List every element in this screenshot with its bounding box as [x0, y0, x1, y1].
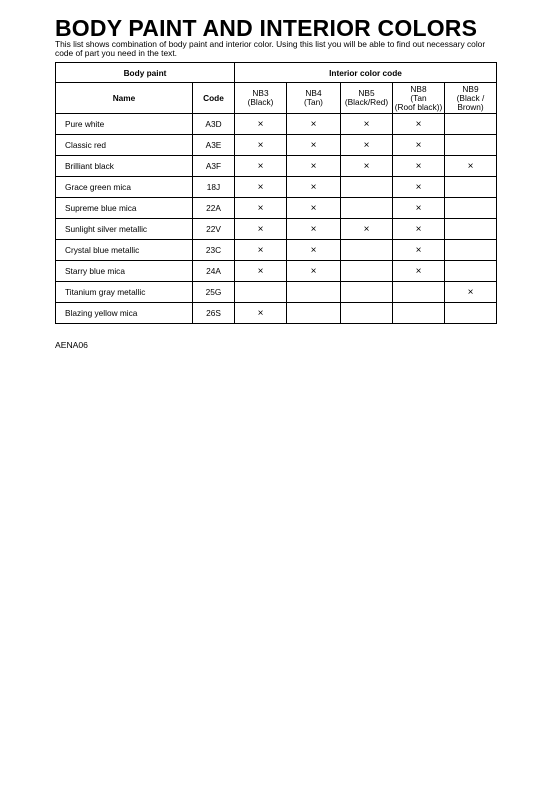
x-mark-icon: × [257, 223, 264, 235]
x-mark-icon: × [257, 307, 264, 319]
interior-match-cell [235, 114, 287, 135]
interior-match-cell [341, 114, 393, 135]
interior-match-cell [341, 303, 393, 324]
x-mark-icon: × [363, 160, 370, 172]
table-row [56, 219, 497, 240]
interior-code-nb5 [341, 83, 393, 114]
interior-match-cell [393, 282, 445, 303]
interior-match-cell [445, 219, 497, 240]
paint-name-cell: Pure white [56, 114, 193, 135]
interior-code-line: (Tan [410, 92, 427, 103]
x-mark-icon: × [310, 139, 317, 151]
interior-match-cell [235, 219, 287, 240]
x-mark-icon: × [257, 244, 264, 256]
interior-code-nb9 [445, 83, 497, 114]
table-row [56, 114, 497, 135]
interior-match-cell [287, 240, 341, 261]
interior-match-cell [445, 303, 497, 324]
x-mark-icon: × [257, 139, 264, 151]
x-mark-icon: × [310, 202, 317, 214]
interior-code-line: (Roof black)) [394, 101, 443, 112]
paint-name-cell: Titanium gray metallic [56, 282, 193, 303]
interior-match-cell [393, 198, 445, 219]
paint-name-cell: Sunlight silver metallic [56, 219, 193, 240]
interior-match-cell [445, 135, 497, 156]
interior-code-line: (Black) [247, 97, 274, 107]
interior-match-cell [393, 303, 445, 324]
interior-match-cell [287, 261, 341, 282]
interior-match-cell [235, 303, 287, 324]
table-row [56, 282, 497, 303]
interior-match-cell [235, 240, 287, 261]
interior-match-cell [445, 240, 497, 261]
interior-match-cell [341, 177, 393, 198]
table-row [56, 303, 497, 324]
interior-match-cell [287, 198, 341, 219]
interior-code-line: NB4 [305, 88, 322, 98]
x-mark-icon: × [257, 160, 264, 172]
interior-code-line: NB9 [462, 83, 479, 94]
paint-code-cell: 24A [193, 261, 235, 282]
interior-match-cell [445, 198, 497, 219]
x-mark-icon: × [363, 118, 370, 130]
interior-match-cell [235, 198, 287, 219]
paint-name-cell: Blazing yellow mica [56, 303, 193, 324]
interior-match-cell [393, 156, 445, 177]
x-mark-icon: × [415, 202, 422, 214]
interior-code-line: (Black/Red) [344, 97, 389, 107]
x-mark-icon: × [415, 118, 422, 130]
x-mark-icon: × [257, 202, 264, 214]
paint-name-cell: Supreme blue mica [56, 198, 193, 219]
interior-code-line: (Black / [456, 92, 485, 103]
x-mark-icon: × [415, 160, 422, 172]
interior-match-cell [287, 303, 341, 324]
interior-match-cell [235, 282, 287, 303]
interior-match-cell [235, 135, 287, 156]
paint-code-cell: 22A [193, 198, 235, 219]
interior-code-line: NB3 [252, 88, 269, 98]
paint-name-cell: Starry blue mica [56, 261, 193, 282]
paint-code-cell: 25G [193, 282, 235, 303]
interior-code-nb3 [235, 83, 287, 114]
interior-match-cell [393, 177, 445, 198]
interior-code-nb4 [287, 83, 341, 114]
interior-match-cell [341, 219, 393, 240]
interior-match-cell [341, 198, 393, 219]
interior-match-cell [445, 282, 497, 303]
x-mark-icon: × [467, 286, 474, 298]
table-row [56, 240, 497, 261]
x-mark-icon: × [415, 139, 422, 151]
table-row [56, 135, 497, 156]
x-mark-icon: × [310, 244, 317, 256]
interior-match-cell [393, 135, 445, 156]
name-column-header: Name [56, 83, 193, 114]
x-mark-icon: × [257, 181, 264, 193]
color-table-body [56, 114, 497, 324]
paint-code-cell: 18J [193, 177, 235, 198]
paint-name-cell: Brilliant black [56, 156, 193, 177]
intro-text: This list shows combination of body paint and interior color. Using this list you will be able to find out necessary color code of part you need in the text. [55, 39, 486, 59]
x-mark-icon: × [310, 118, 317, 130]
interior-match-cell [341, 240, 393, 261]
paint-code-cell: 23C [193, 240, 235, 261]
interior-match-cell [287, 177, 341, 198]
interior-match-cell [235, 261, 287, 282]
interior-code-line: NB8 [410, 83, 427, 94]
x-mark-icon: × [310, 223, 317, 235]
x-mark-icon: × [415, 265, 422, 277]
interior-match-cell [341, 135, 393, 156]
x-mark-icon: × [310, 265, 317, 277]
page-title: BODY PAINT AND INTERIOR COLORS [55, 15, 478, 41]
paint-name-cell: Classic red [56, 135, 193, 156]
interior-match-cell [393, 261, 445, 282]
x-mark-icon: × [363, 223, 370, 235]
x-mark-icon: × [257, 265, 264, 277]
table-row [56, 156, 497, 177]
interior-match-cell [393, 114, 445, 135]
interior-match-cell [445, 156, 497, 177]
paint-code-cell: A3D [193, 114, 235, 135]
document-code: AENA06 [55, 340, 88, 350]
x-mark-icon: × [310, 181, 317, 193]
paint-code-cell: 22V [193, 219, 235, 240]
paint-name-cell: Crystal blue metallic [56, 240, 193, 261]
interior-match-cell [445, 114, 497, 135]
x-mark-icon: × [415, 181, 422, 193]
interior-color-header: Interior color code [235, 63, 497, 83]
x-mark-icon: × [415, 223, 422, 235]
interior-match-cell [235, 177, 287, 198]
interior-match-cell [341, 156, 393, 177]
interior-match-cell [287, 156, 341, 177]
interior-match-cell [287, 219, 341, 240]
interior-code-line: Brown) [457, 101, 484, 112]
interior-match-cell [235, 156, 287, 177]
interior-match-cell [341, 261, 393, 282]
color-table [55, 62, 497, 324]
x-mark-icon: × [415, 244, 422, 256]
interior-match-cell [341, 282, 393, 303]
x-mark-icon: × [257, 118, 264, 130]
interior-match-cell [287, 282, 341, 303]
interior-match-cell [445, 261, 497, 282]
table-row [56, 261, 497, 282]
interior-code-nb8 [393, 83, 445, 114]
interior-match-cell [445, 177, 497, 198]
paint-code-cell: 26S [193, 303, 235, 324]
interior-match-cell [287, 135, 341, 156]
code-column-header: Code [193, 83, 235, 114]
x-mark-icon: × [363, 139, 370, 151]
interior-match-cell [393, 219, 445, 240]
interior-match-cell [287, 114, 341, 135]
paint-code-cell: A3E [193, 135, 235, 156]
table-row [56, 198, 497, 219]
x-mark-icon: × [467, 160, 474, 172]
interior-code-line: (Tan) [304, 97, 323, 107]
paint-name-cell: Grace green mica [56, 177, 193, 198]
body-paint-header: Body paint [56, 63, 235, 83]
paint-code-cell: A3F [193, 156, 235, 177]
x-mark-icon: × [310, 160, 317, 172]
table-row [56, 177, 497, 198]
interior-match-cell [393, 240, 445, 261]
interior-code-line: NB5 [358, 88, 375, 98]
